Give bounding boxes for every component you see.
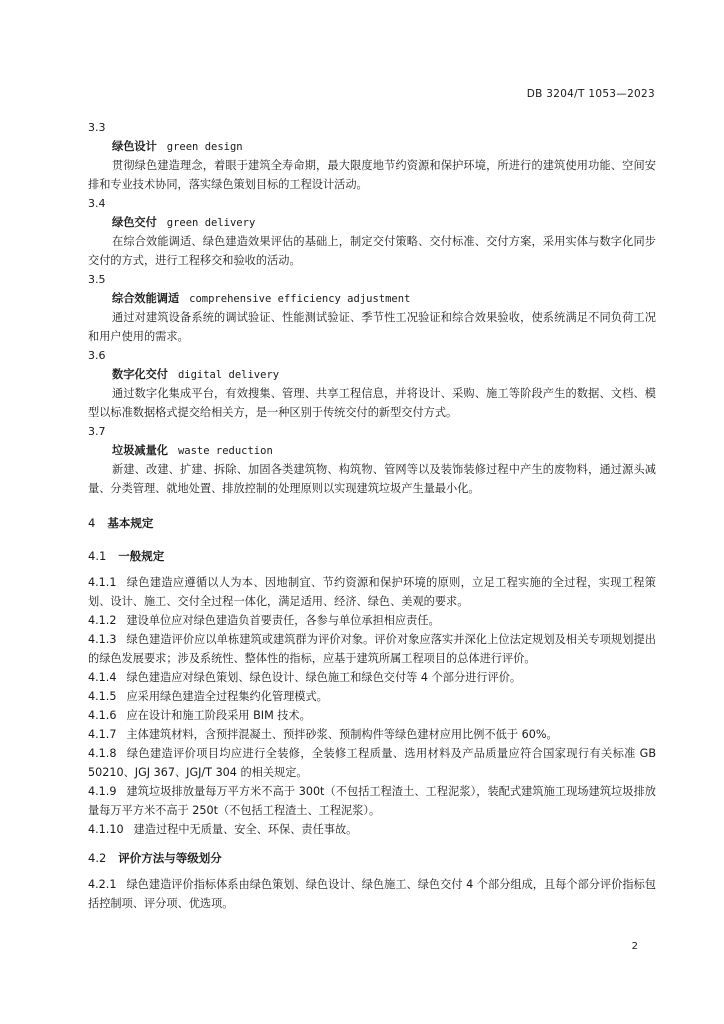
term-title — [88, 365, 656, 384]
clause-number: 4.1.5 — [88, 690, 117, 703]
clause-number: 4.1.2 — [88, 614, 117, 627]
term-entry — [88, 270, 656, 346]
term-entry — [88, 194, 656, 270]
section-number: 4 — [88, 516, 96, 530]
term-number: 3.5 — [88, 273, 106, 286]
clause-text: 建设单位应对绿色建造负首要责任，各参与单位承担相应责任。 — [126, 614, 440, 627]
clause — [88, 706, 656, 725]
section-heading — [88, 514, 656, 533]
clause — [88, 630, 656, 668]
clause — [88, 782, 656, 820]
clause — [88, 820, 656, 839]
term-definition: 新建、改建、扩建、拆除、加固各类建筑物、构筑物、管网等以及装饰装修过程中产生的废物料，通过源头减量、分类管理、就地处置、排放控制的处理原则以实现建筑垃圾产生量最小化。 — [88, 463, 656, 495]
clause-text: 建造过程中无质量、安全、环保、责任事故。 — [133, 823, 358, 836]
clause-text: 应采用绿色建造全过程集约化管理模式。 — [126, 690, 328, 703]
clause-text: 绿色建造评价指标体系由绿色策划、绿色设计、绿色施工、绿色交付 4 个部分组成，且每个部分评价指标包括控制项、评分项、优选项。 — [88, 878, 656, 910]
term-title — [88, 137, 656, 156]
clause — [88, 573, 656, 611]
term-english: green design — [166, 141, 243, 153]
clause-text: 绿色建造评价应以单栋建筑或建筑群为评价对象。评价对象应落实并深化上位法定规划及相关专项规划提出的绿色发展要求；涉及系统性、整体性的指标，应基于建筑所属工程项目的总体进行评价。 — [88, 633, 656, 665]
subsection-title: 一般规定 — [118, 549, 165, 563]
term-chinese: 综合效能调适 — [112, 292, 180, 305]
clause-number: 4.1.9 — [88, 785, 117, 798]
clause-number: 4.1.7 — [88, 728, 117, 741]
subsection-number: 4.2 — [88, 851, 107, 865]
clause-text: 建筑垃圾排放量每万平方米不高于 300t（不包括工程渣土、工程泥浆），装配式建筑施工现场建筑垃圾排放量每万平方米不高于 250t（不包括工程渣土、工程泥浆）。 — [88, 785, 656, 817]
clause-number: 4.1.6 — [88, 709, 117, 722]
subsection-title: 评价方法与等级划分 — [118, 851, 222, 865]
clause — [88, 668, 656, 687]
clause-text: 绿色建造应遵循以人为本、因地制宜、节约资源和保护环境的原则，立足工程实施的全过程，实现工程策划、设计、施工、交付全过程一体化，满足适用、经济、绿色、美观的要求。 — [88, 576, 656, 608]
clause-number: 4.1.3 — [88, 633, 117, 646]
clause — [88, 687, 656, 706]
term-chinese: 垃圾减量化 — [112, 444, 168, 457]
term-number: 3.4 — [88, 197, 106, 210]
clause-text: 主体建筑材料，含预拌混凝土、预拌砂浆、预制构件等绿色建材应用比例不低于 60%。 — [126, 728, 558, 741]
clause-text: 应在设计和施工阶段采用 BIM 技术。 — [126, 709, 311, 722]
term-english: green delivery — [166, 217, 256, 229]
clause-number: 4.1.10 — [88, 823, 124, 836]
term-number: 3.6 — [88, 349, 106, 362]
term-english: comprehensive efficiency adjustment — [189, 293, 411, 305]
clause-number: 4.1.4 — [88, 671, 117, 684]
page-content — [88, 118, 656, 913]
term-entry — [88, 118, 656, 194]
term-english: waste reduction — [177, 445, 273, 457]
term-title — [88, 213, 656, 232]
clause-text: 绿色建造应对绿色策划、绿色设计、绿色施工和绿色交付等 4 个部分进行评价。 — [126, 671, 522, 684]
subsection-number: 4.1 — [88, 549, 107, 563]
term-entry — [88, 346, 656, 422]
clause-text: 绿色建造评价项目均应进行全装修，全装修工程质量、选用材料及产品质量应符合国家现行有关标准 GB 50210、JGJ 367、JGJ/T 304 的相关规定。 — [88, 747, 656, 779]
clause-number: 4.2.1 — [88, 878, 117, 891]
clause-number: 4.1.8 — [88, 747, 117, 760]
subsection-heading — [88, 547, 656, 566]
clause — [88, 611, 656, 630]
document-code: DB 3204/T 1053—2023 — [526, 88, 655, 100]
term-definition: 通过数字化集成平台，有效搜集、管理、共享工程信息，并将设计、采购、施工等阶段产生的数据、文档、模型以标准数据格式提交给相关方，是一种区别于传统交付的新型交付方式。 — [88, 387, 656, 419]
term-title — [88, 289, 656, 308]
page-number: 2 — [631, 941, 638, 952]
term-definition: 贯彻绿色建造理念，着眼于建筑全寿命期，最大限度地节约资源和保护环境，所进行的建筑使用功能、空间安排和专业技术协同，落实绿色策划目标的工程设计活动。 — [88, 159, 656, 191]
clause — [88, 875, 656, 913]
clause — [88, 725, 656, 744]
term-number: 3.3 — [88, 121, 106, 134]
section-title: 基本规定 — [107, 516, 154, 530]
term-number: 3.7 — [88, 425, 106, 438]
term-definition: 在综合效能调适、绿色建造效果评估的基础上，制定交付策略、交付标准、交付方案，采用实体与数字化同步交付的方式，进行工程移交和验收的活动。 — [88, 235, 656, 267]
term-entry — [88, 422, 656, 498]
term-chinese: 绿色交付 — [112, 216, 157, 229]
subsection-heading — [88, 849, 656, 868]
term-english: digital delivery — [177, 369, 280, 381]
clause-number: 4.1.1 — [88, 576, 117, 589]
term-chinese: 绿色设计 — [112, 140, 157, 153]
term-chinese: 数字化交付 — [112, 368, 168, 381]
term-definition: 通过对建筑设备系统的调试验证、性能测试验证、季节性工况验证和综合效果验收，使系统满足不同负荷工况和用户使用的需求。 — [88, 311, 656, 343]
clause — [88, 744, 656, 782]
term-title — [88, 441, 656, 460]
